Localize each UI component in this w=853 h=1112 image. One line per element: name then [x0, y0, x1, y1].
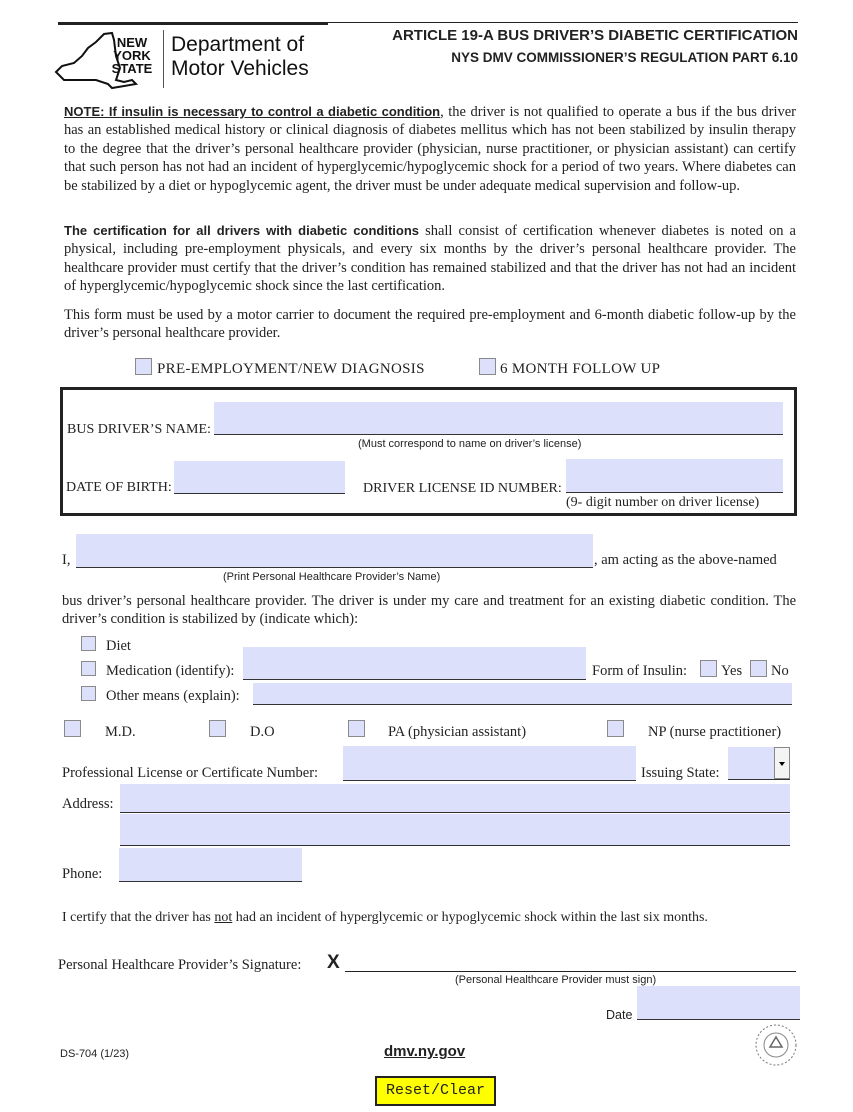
- logo-divider: [163, 30, 164, 88]
- six-month-checkbox[interactable]: [479, 358, 496, 375]
- diet-label: Diet: [106, 638, 131, 654]
- prof-license-field[interactable]: [343, 746, 636, 781]
- dept-name-line2: Motor Vehicles: [171, 57, 309, 80]
- issuing-state-label: Issuing State:: [641, 765, 720, 781]
- pre-employment-checkbox[interactable]: [135, 358, 152, 375]
- other-means-checkbox[interactable]: [81, 686, 96, 701]
- driver-name-field[interactable]: [214, 402, 783, 435]
- cert-bold: The certification for all drivers with diabetic conditions: [64, 223, 420, 238]
- diet-checkbox[interactable]: [81, 636, 96, 651]
- do-label: D.O: [250, 724, 275, 740]
- insulin-yes-label: Yes: [721, 663, 743, 679]
- dropdown-arrow-icon[interactable]: [774, 747, 790, 779]
- address-field-line1[interactable]: [120, 784, 790, 813]
- signature-label: Personal Healthcare Provider’s Signature:: [58, 957, 302, 973]
- dept-name-line1: Department of: [171, 33, 305, 56]
- medication-checkbox[interactable]: [81, 661, 96, 676]
- header-top-rule: [58, 22, 328, 25]
- certification-paragraph: [64, 222, 796, 296]
- pa-label: PA (physician assistant): [388, 724, 527, 740]
- phone-field[interactable]: [119, 848, 302, 882]
- md-checkbox[interactable]: [64, 720, 81, 737]
- note-bold: NOTE: If insulin is necessary to control a diabetic condition: [64, 104, 441, 119]
- pa-checkbox[interactable]: [348, 720, 365, 737]
- reset-clear-button[interactable]: [375, 1076, 496, 1106]
- do-checkbox[interactable]: [209, 720, 226, 737]
- prof-license-label: Professional License or Certificate Number:: [62, 765, 319, 781]
- form-subtitle: NYS DMV COMMISSIONER’S REGULATION PART 6.10: [451, 50, 798, 65]
- logo-line-new: NEW: [116, 35, 148, 50]
- provider-i-label: I,: [62, 552, 71, 568]
- insulin-yes-checkbox[interactable]: [700, 660, 717, 677]
- insulin-no-checkbox[interactable]: [750, 660, 767, 677]
- six-month-label: 6 MONTH FOLLOW UP: [500, 361, 661, 377]
- insulin-no-label: No: [771, 663, 789, 679]
- license-id-field[interactable]: [566, 459, 783, 493]
- note-paragraph: [64, 103, 796, 195]
- logo-line-state: STATE: [111, 61, 153, 76]
- medication-label: Medication (identify):: [106, 663, 235, 679]
- license-id-label: DRIVER LICENSE ID NUMBER:: [363, 481, 562, 496]
- md-label: M.D.: [105, 724, 136, 740]
- phone-label: Phone:: [62, 866, 103, 882]
- medication-field[interactable]: [243, 647, 586, 680]
- other-means-label: Other means (explain):: [106, 688, 240, 704]
- provider-name-field[interactable]: [76, 534, 593, 568]
- form-title: ARTICLE 19-A BUS DRIVER’S DIABETIC CERTIFICATION: [392, 27, 798, 44]
- provider-name-hint: (Print Personal Healthcare Provider’s Name): [223, 571, 441, 583]
- date-label: Date: [606, 1008, 633, 1022]
- header-top-rule-thin: [328, 22, 798, 23]
- certify-post: had an incident of hyperglycemic or hypoglycemic shock within the last six months.: [232, 910, 708, 925]
- issuing-state-select[interactable]: [728, 747, 790, 780]
- cert-text: shall consist of certification whenever diabetes is noted on a physical, including pre-employment physicals, and every six months by the driver’s personal healthcare provider. The healthcare provider must certify that the driver’s condition has remained stabilized and that the driver has not had an incident of hyperglycemic/hypoglycemic shock since the last certification.: [64, 223, 796, 295]
- np-label: NP (nurse practitioner): [648, 724, 782, 740]
- note-text: , the driver is not qualified to operate a bus if the bus driver has an established medical history or clinical diagnosis of diabetes mellitus which has not been stabilized by insulin therapy to the degree that the driver’s personal healthcare provider (physician, nurse practitioner, or physician assistant) can certify that such person has not had an incident of hyperglycemic/hypoglycemic shock for a period of two years. Where diabetes can be stabilized by a diet or hypoglycemic agent, the driver must be under adequate medical supervision and follow-up.: [64, 104, 796, 194]
- form-id: DS-704 (1/23): [60, 1048, 130, 1060]
- recycle-seal: [754, 1023, 798, 1067]
- signature-line[interactable]: [345, 971, 796, 972]
- certify-pre: I certify that the driver has: [62, 910, 215, 925]
- certify-statement: [62, 910, 708, 926]
- form-usage-paragraph: This form must be used by a motor carrier to document the required pre-employment and 6-month diabetic follow-up by the driver’s personal healthcare provider.: [64, 307, 796, 342]
- dob-label: DATE OF BIRTH:: [66, 480, 172, 495]
- insulin-form-label: Form of Insulin:: [592, 663, 688, 679]
- license-id-hint: (9- digit number on driver license): [566, 495, 760, 510]
- address-field-line2[interactable]: [120, 814, 790, 846]
- acting-text: , am acting as the above-named: [594, 552, 777, 568]
- driver-name-hint: (Must correspond to name on driver’s license): [358, 438, 582, 450]
- driver-name-label: BUS DRIVER’S NAME:: [67, 422, 211, 437]
- signature-x-mark: X: [327, 952, 340, 973]
- reset-clear-label: Reset/Clear: [385, 1082, 486, 1099]
- certify-not: not: [214, 910, 233, 925]
- pre-employment-label: PRE-EMPLOYMENT/NEW DIAGNOSIS: [157, 361, 425, 377]
- date-field[interactable]: [637, 986, 800, 1020]
- website-link[interactable]: dmv.ny.gov: [384, 1043, 466, 1060]
- address-label: Address:: [62, 796, 114, 812]
- np-checkbox[interactable]: [607, 720, 624, 737]
- signature-hint: (Personal Healthcare Provider must sign): [455, 974, 657, 986]
- other-means-field[interactable]: [253, 683, 792, 705]
- dob-field[interactable]: [174, 461, 345, 494]
- care-paragraph: bus driver’s personal healthcare provider. The driver is under my care and treatment for an existing diabetic condition. The driver’s condition is stabilized by (indicate which):: [62, 593, 796, 628]
- nys-logo: [52, 30, 162, 90]
- logo-line-york: YORK: [113, 48, 151, 63]
- recycle-icon: [754, 1023, 798, 1067]
